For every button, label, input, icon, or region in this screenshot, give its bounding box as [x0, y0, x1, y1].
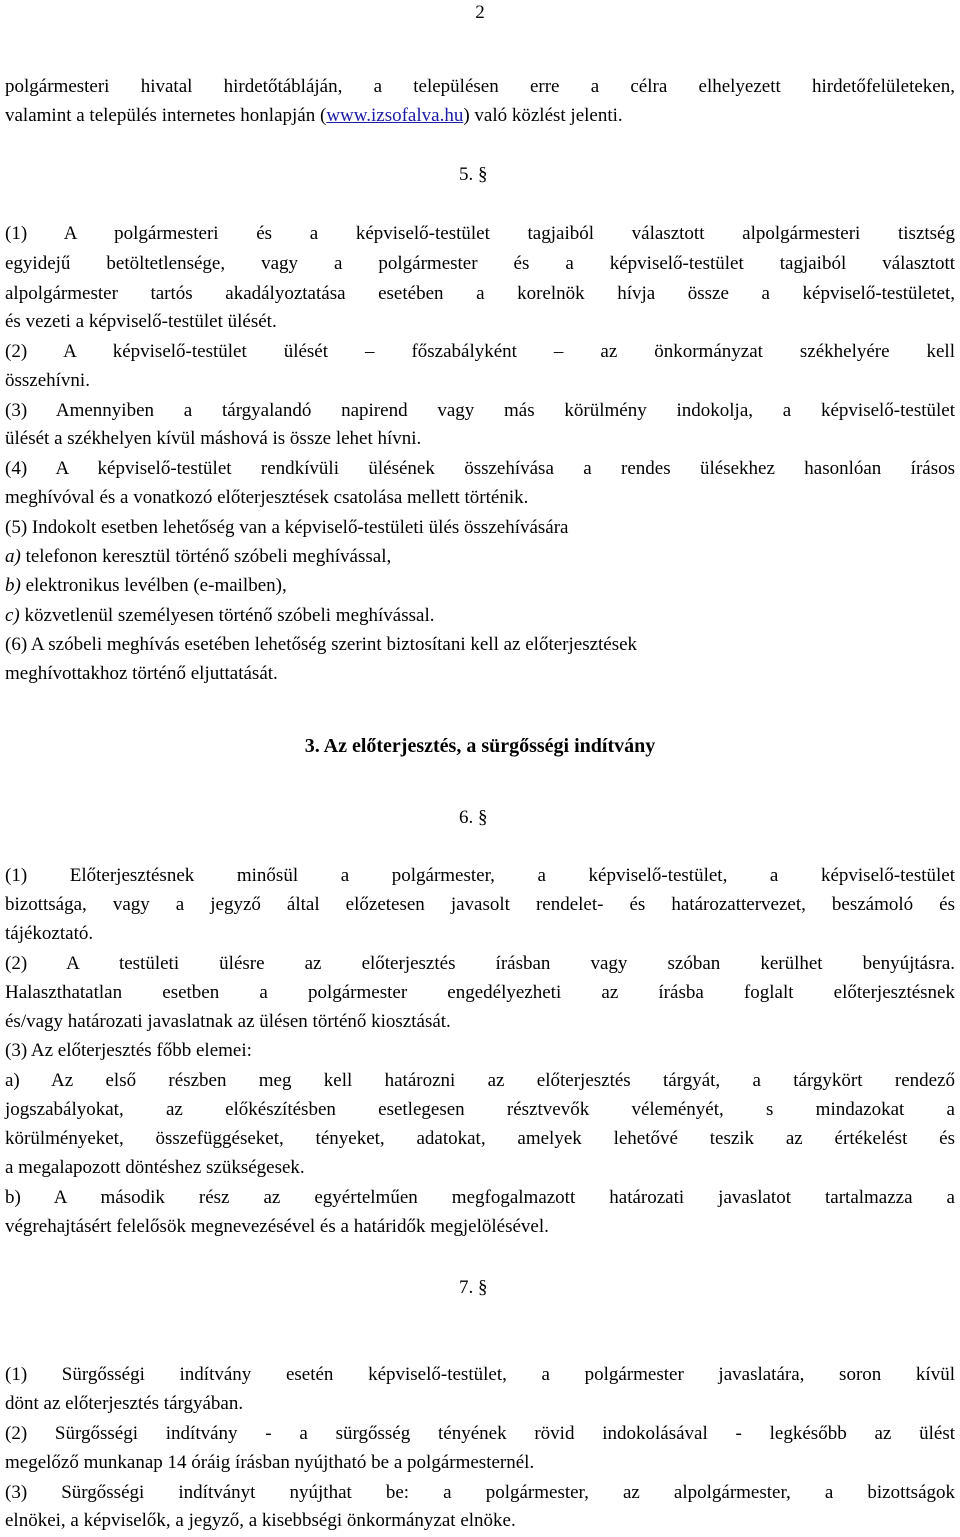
- text-line: összehívni.: [5, 370, 90, 391]
- website-link[interactable]: www.izsofalva.hu: [326, 105, 464, 126]
- text-line: meghívottakhoz történő eljuttatását.: [5, 663, 278, 684]
- text-line: (3) Az előterjesztés főbb elemei:: [5, 1040, 252, 1061]
- list-item: b) elektronikus levélben (e-mailben),: [5, 575, 287, 596]
- text-line: (2) A képviselő-testület ülését – főszabályként – az önkormányzat székhelyére kell: [5, 341, 955, 362]
- text-line: Halaszthatatlan esetben a polgármester engedélyezheti az írásba foglalt előterjesztésnek: [5, 982, 955, 1003]
- text-line: egyidejű betöltetlensége, vagy a polgármester és a képviselő-testület tagjaiból választott: [5, 253, 955, 274]
- list-item: a) telefonon keresztül történő szóbeli meghívással,: [5, 546, 392, 567]
- section-heading: 5. §: [459, 164, 488, 185]
- text-line: (4) A képviselő-testület rendkívüli ülésének összehívása a rendes ülésekhez hasonlóan írásos: [5, 458, 955, 479]
- text-line: és/vagy határozati javaslatnak az ülésen történő kiosztását.: [5, 1011, 451, 1032]
- section-heading: 6. §: [459, 807, 488, 828]
- text-line: (1) A polgármesteri és a képviselő-testület tagjaiból választott alpolgármesteri tisztség: [5, 223, 955, 244]
- text-line: elnökei, a képviselők, a jegyző, a kisebbségi önkormányzat elnöke.: [5, 1510, 516, 1531]
- chapter-title: 3. Az előterjesztés, a sürgősségi indítvány: [304, 735, 656, 757]
- list-item: c) közvetlenül személyesen történő szóbeli meghívással.: [5, 605, 435, 626]
- text-line: megelőző munkanap 14 óráig írásban nyújtható be a polgármesternél.: [5, 1452, 535, 1473]
- text-line: a) Az első részben meg kell határozni az előterjesztés tárgyát, a tárgykört rendező: [5, 1070, 955, 1091]
- text-line: jogszabályokat, az előkészítésben esetlegesen résztvevők véleményét, s mindazokat a: [5, 1099, 955, 1120]
- text-line: polgármesteri hivatal hirdetőtábláján, a településen erre a célra elhelyezett hirdetőfelületeken,: [5, 76, 955, 97]
- text-line: (5) Indokolt esetben lehetőség van a képviselő-testületi ülés összehívására: [5, 517, 569, 538]
- text-line: (3) Amennyiben a tárgyalandó napirend vagy más körülmény indokolja, a képviselő-testület: [5, 400, 955, 421]
- text-line: bizottsága, vagy a jegyző által előzetesen javasolt rendelet- és határozattervezet, beszámoló és: [5, 894, 955, 915]
- text-line: (1) Előterjesztésnek minősül a polgármester, a képviselő-testület, a képviselő-testület: [5, 865, 955, 886]
- text-line: valamint a település internetes honlapján (www.izsofalva.hu) való közlést jelenti.: [5, 105, 623, 126]
- text-line: a megalapozott döntéshez szükségesek.: [5, 1157, 305, 1178]
- page-number: 2: [475, 2, 485, 23]
- text-line: dönt az előterjesztés tárgyában.: [5, 1393, 244, 1414]
- text-line: meghívóval és a vonatkozó előterjesztések csatolása mellett történik.: [5, 487, 529, 508]
- text-line: ülését a székhelyen kívül máshová is össze lehet hívni.: [5, 428, 422, 449]
- text-line: (6) A szóbeli meghívás esetében lehetőség szerint biztosítani kell az előterjesztések: [5, 634, 638, 655]
- section-heading: 7. §: [459, 1277, 488, 1298]
- text-line: végrehajtásért felelősök megnevezésével és a határidők megjelölésével.: [5, 1216, 549, 1237]
- text-line: és vezeti a képviselő-testület ülését.: [5, 311, 277, 332]
- text-line: (2) Sürgősségi indítvány - a sürgősség tényének rövid indokolásával - legkésőbb az ülést: [5, 1423, 955, 1444]
- text-line: (1) Sürgősségi indítvány esetén képviselő-testület, a polgármester javaslatára, soron kívül: [5, 1364, 955, 1385]
- text-line: alpolgármester tartós akadályoztatása esetében a korelnök hívja össze a képviselő-testületet,: [5, 283, 955, 304]
- text-line: tájékoztató.: [5, 923, 94, 944]
- text-line: körülményeket, összefüggéseket, tényeket, adatokat, amelyek lehetővé teszik az értékelést és: [5, 1128, 955, 1149]
- text-line: (3) Sürgősségi indítványt nyújthat be: a polgármester, az alpolgármester, a bizottságok: [5, 1482, 955, 1503]
- text-line: (2) A testületi ülésre az előterjesztés írásban vagy szóban kerülhet benyújtásra.: [5, 953, 955, 974]
- text-line: b) A második rész az egyértelműen megfogalmazott határozati javaslatot tartalmazza a: [5, 1187, 955, 1208]
